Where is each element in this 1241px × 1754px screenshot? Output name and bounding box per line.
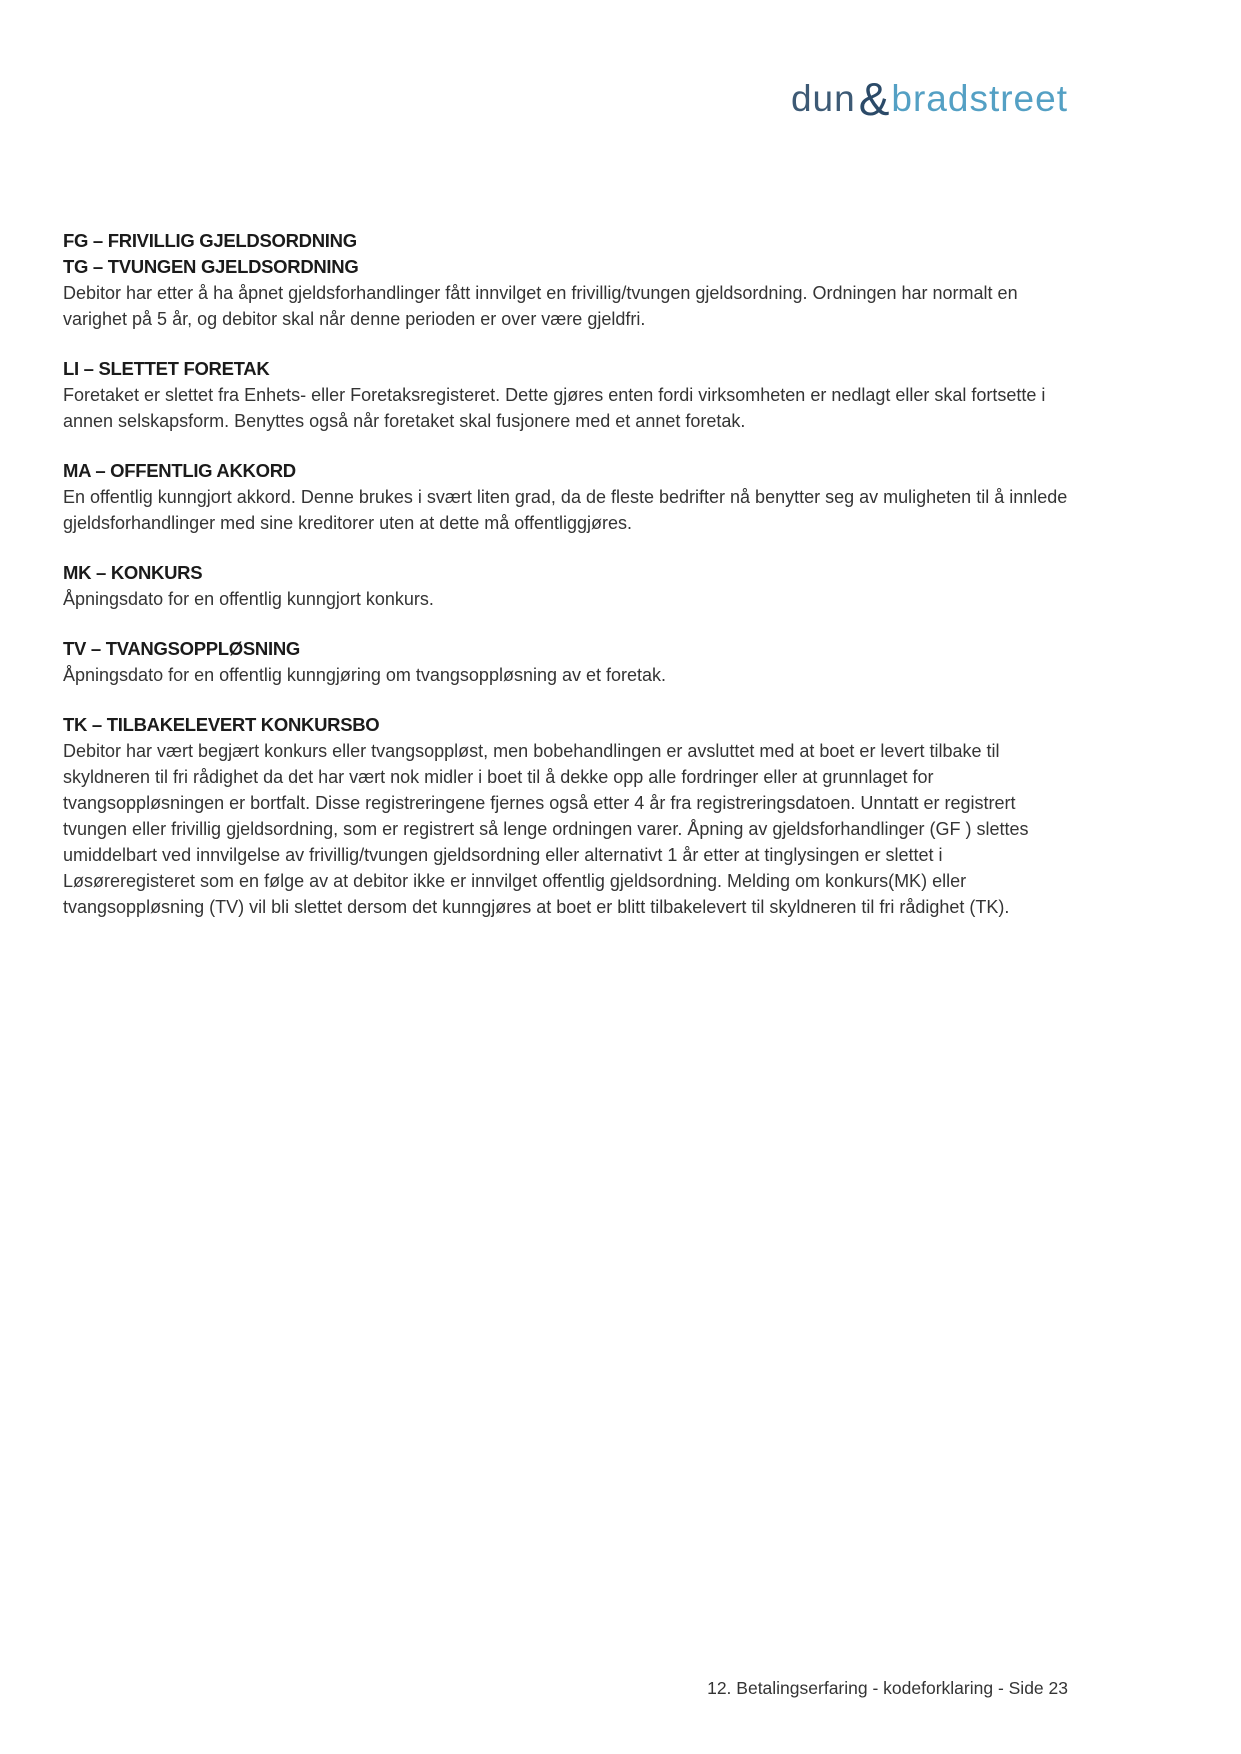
dun-bradstreet-logo <box>790 72 1068 125</box>
section-heading: LI – SLETTET FORETAK <box>63 358 270 379</box>
section-li-slettet-foretak <box>63 356 1068 434</box>
footer-text: 12. Betalingserfaring - kodeforklaring - Side 23 <box>707 1678 1068 1698</box>
section-body: En offentlig kunngjort akkord. Denne brukes i svært liten grad, da de fleste bedrifter nå benytter seg av muligheten til å innlede gjeldsforhandlinger med sine kreditorer uten at dette må offentliggjøres. <box>63 487 1068 533</box>
section-tk-tilbakelevert-konkursbo <box>63 712 1068 920</box>
section-heading: TG – TVUNGEN GJELDSORDNING <box>63 256 359 277</box>
section-body: Foretaket er slettet fra Enhets- eller Foretaksregisteret. Dette gjøres enten fordi virksomheten er nedlagt eller skal fortsette i annen selskapsform. Benyttes også når foretaket skal fusjonere med et annet foretak. <box>63 385 1046 431</box>
section-heading: MA – OFFENTLIG AKKORD <box>63 460 296 481</box>
section-fg-tg-gjeldsordning <box>63 228 1068 332</box>
section-heading: FG – FRIVILLIG GJELDSORDNING <box>63 230 357 251</box>
page-footer <box>707 1678 1068 1699</box>
section-body: Åpningsdato for en offentlig kunngjort konkurs. <box>63 589 434 609</box>
section-mk-konkurs <box>63 560 1068 612</box>
section-heading: MK – KONKURS <box>63 562 203 583</box>
document-content <box>63 228 1068 944</box>
section-body: Åpningsdato for en offentlig kunngjøring om tvangsoppløsning av et foretak. <box>63 665 667 685</box>
logo-text-dun: dun <box>790 78 856 119</box>
section-tv-tvangsopplosning <box>63 636 1068 688</box>
section-heading: TV – TVANGSOPPLØSNING <box>63 638 300 659</box>
section-ma-offentlig-akkord <box>63 458 1068 536</box>
logo-text-bradstreet: bradstreet <box>891 78 1068 119</box>
section-body: Debitor har vært begjært konkurs eller tvangsoppløst, men bobehandlingen er avsluttet med at boet er levert tilbake til skyldneren til fri rådighet da det har vært nok midler i boet til å dekke opp alle fordringer eller at grunnlaget for tvangsoppløsningen er bortfalt. Disse registreringene fjernes også etter 4 år fra registreringsdatoen. Unntatt er registrert tvungen eller frivillig gjeldsordning, som er registrert så lenge ordningen varer. Åpning av gjeldsforhandlinger (GF ) slettes umiddelbart ved innvilgelse av frivillig/tvungen gjeldsordning eller alternativt 1 år etter at tinglysingen er slettet i Løsøreregisteret som en følge av at debitor ikke er innvilget offentlig gjeldsordning. Melding om konkurs(MK) eller tvangsoppløsning (TV) vil bli slettet dersom det kunngjøres at boet er blitt tilbakelevert til skyldneren til fri rådighet (TK). <box>63 741 1029 917</box>
section-body: Debitor har etter å ha åpnet gjeldsforhandlinger fått innvilget en frivillig/tvungen gjeldsordning. Ordningen har normalt en varighet på 5 år, og debitor skal når denne perioden er over være gjeldfri. <box>63 283 1018 329</box>
logo-ampersand-icon: & <box>858 73 891 125</box>
section-heading: TK – TILBAKELEVERT KONKURSBO <box>63 714 380 735</box>
